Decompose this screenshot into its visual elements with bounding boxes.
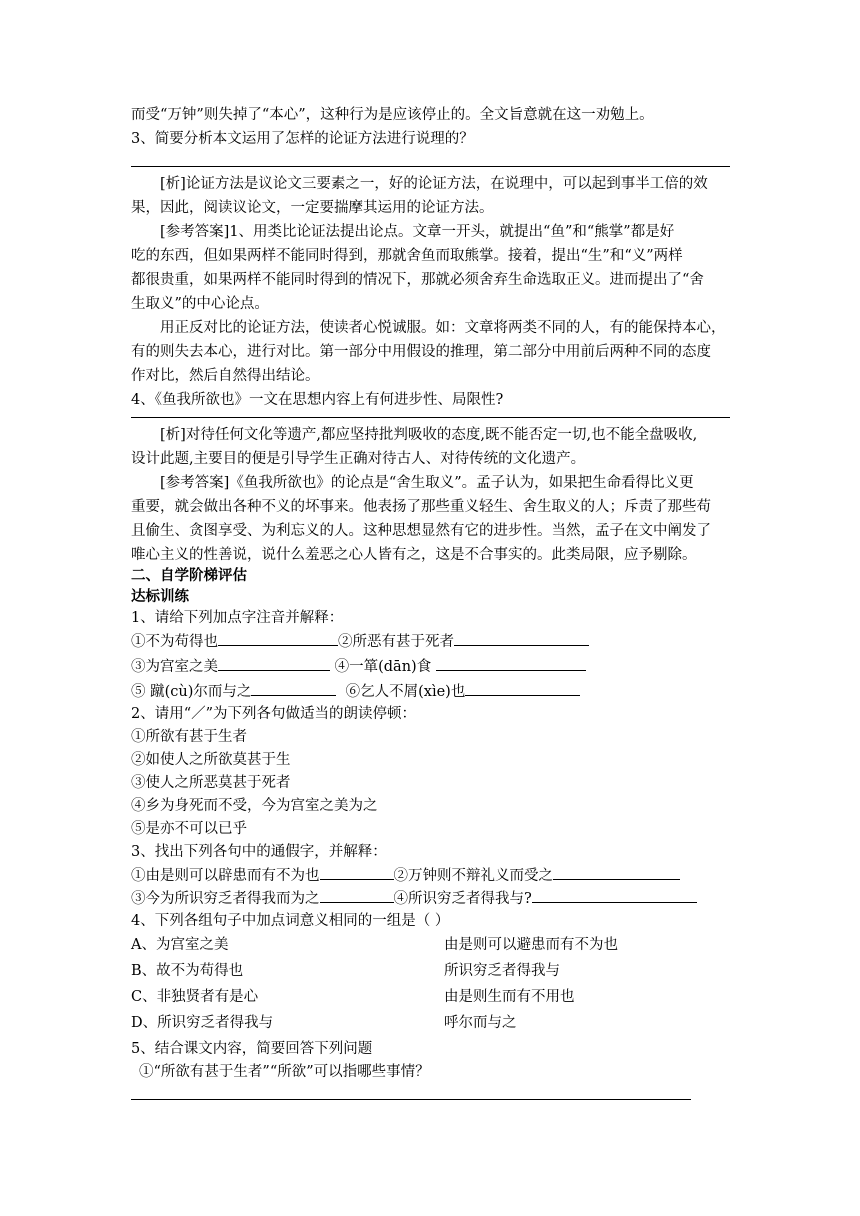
item-label: ④一箪(dān)食 — [334, 659, 432, 675]
fill-blank[interactable] — [532, 888, 697, 903]
answer-text: 有的则失去本心，进行对比。第一部分中用假设的推理，第二部分中用前后两种不同的态度 — [131, 344, 711, 360]
item-label: ③为宫室之美 — [131, 659, 218, 675]
fill-blank[interactable] — [218, 656, 330, 671]
answer-text: 唯心主义的性善说，说什么羞恶之心人皆有之，这是不合事实的。此类局限，应予剔除。 — [131, 547, 697, 563]
fill-blank[interactable] — [251, 681, 336, 696]
option-b-right: 所识穷乏者得我与 — [444, 963, 560, 979]
analysis-text: 设计此题,主要目的便是引导学生正确对待古人、对待传统的文化遗产。 — [131, 451, 586, 467]
question-3: 3、简要分析本文运用了怎样的论证方法进行说理的？ — [131, 131, 474, 147]
fill-blank[interactable] — [465, 681, 580, 696]
answer-text: 用正反对比的论证方法，使读者心悦诚服。如：文章将两类不同的人，有的能保持本心， — [160, 320, 726, 336]
answer-text: 吃的东西，但如果两样不能同时得到，那就舍鱼而取熊掌。接着，提出“生”和“义”两样 — [131, 248, 683, 264]
fill-blank[interactable] — [436, 656, 586, 671]
exercise-5-subquestion: ①“所欲有甚于生者”“所欲”可以指哪些事情？ — [139, 1064, 430, 1080]
analysis-text: [析]论证方法是议论文三要素之一，好的论证方法，在说理中，可以起到事半工倍的效 — [160, 176, 708, 192]
exercise-2-item: ④乡为身死而不受，今为宫室之美为之 — [131, 798, 378, 814]
answer-text: [参考答案]1、用类比论证法提出论点。文章一开头，就提出“鱼”和“熊掌”都是好 — [160, 224, 675, 240]
analysis-text: 果，因此，阅读议论文，一定要揣摩其运用的论证方法。 — [131, 200, 494, 216]
exercise-1-row — [131, 631, 589, 652]
exercise-3-question: 3、找出下列各句中的通假字，并解释： — [131, 844, 387, 860]
fill-blank[interactable] — [218, 631, 338, 646]
answer-text: 都很贵重，如果两样不能同时得到的情况下，那就必须舍弃生命选取正义。进而提出了“舍 — [131, 272, 704, 288]
exercise-4-question: 4、下列各组句子中加点词意义相同的一组是（ ） — [131, 913, 450, 929]
exercise-2-question: 2、请用“／”为下列各句做适当的朗读停顿： — [131, 706, 417, 722]
answer-text: 作对比，然后自然得出结论。 — [131, 368, 320, 384]
section-heading: 二、自学阶梯评估 — [131, 567, 247, 584]
exercise-1-question: 1、请给下列加点字注音并解释： — [131, 610, 344, 626]
option-a-left: A、为宫室之美 — [131, 937, 229, 953]
option-c-right: 由是则生而有不用也 — [444, 989, 575, 1005]
exercise-5-question: 5、结合课文内容，简要回答下列问题 — [131, 1041, 373, 1057]
option-d-left: D、所识穷乏者得我与 — [131, 1015, 274, 1031]
answer-line — [131, 417, 730, 418]
question-4: 4、《鱼我所欲也》一文在思想内容上有何进步性、局限性? — [131, 392, 504, 408]
answer-text: [参考答案]《鱼我所欲也》的论点是“舍生取义”。孟子认为，如果把生命看得比义更 — [160, 475, 694, 491]
option-d-right: 呼尔而与之 — [444, 1015, 517, 1031]
fill-blank[interactable] — [454, 631, 589, 646]
exercise-2-item: ③使人之所恶莫甚于死者 — [131, 775, 291, 791]
subsection-heading: 达标训练 — [131, 588, 189, 605]
item-label: ③今为所识穷乏者得我而为之 — [131, 891, 320, 907]
option-d[interactable] — [131, 1013, 517, 1033]
text-line: 而受“万钟”则失掉了“本心”，这种行为是应该停止的。全文旨意就在这一劝勉上。 — [131, 107, 654, 123]
exercise-1-row — [131, 656, 586, 677]
option-c-left: C、非独贤者有是心 — [131, 989, 259, 1005]
answer-line[interactable] — [131, 1099, 691, 1100]
item-label: ④所识穷乏者得我与? — [393, 891, 532, 907]
item-label: ①不为苟得也 — [131, 634, 218, 650]
exercise-3-row — [131, 888, 697, 909]
answer-text: 重要，就会做出各种不义的坏事来。他表扬了那些重义轻生、舍生取义的人；斥责了那些苟 — [131, 499, 711, 515]
option-a[interactable] — [131, 935, 618, 955]
item-label: ②所恶有甚于死者 — [338, 634, 454, 650]
item-label: ⑤ 蹴(cù)尔而与之 — [131, 684, 252, 700]
item-label: ⑥乞人不屑(xìe)也 — [345, 684, 466, 700]
exercise-2-item: ①所欲有甚于生者 — [131, 729, 247, 745]
answer-line — [131, 166, 730, 167]
item-label: ②万钟则不辩礼义而受之 — [393, 868, 553, 884]
option-a-right: 由是则可以避患而有不为也 — [444, 937, 618, 953]
option-b-left: B、故不为苟得也 — [131, 963, 244, 979]
answer-text: 且偷生、贪图享受、为利忘义的人。这种思想显然有它的进步性。当然，孟子在文中阐发了 — [131, 523, 711, 539]
exercise-2-item: ②如使人之所欲莫甚于生 — [131, 752, 291, 768]
answer-text: 生取义”的中心论点。 — [131, 296, 269, 312]
item-label: ①由是则可以辟患而有不为也 — [131, 868, 320, 884]
exercise-3-row — [131, 865, 680, 886]
option-c[interactable] — [131, 987, 575, 1007]
exercise-2-item: ⑤是亦不可以已乎 — [131, 821, 247, 837]
fill-blank[interactable] — [320, 865, 394, 880]
option-b[interactable] — [131, 961, 560, 981]
fill-blank[interactable] — [320, 888, 394, 903]
analysis-text: [析]对待任何文化等遗产,都应坚持批判吸收的态度,既不能否定一切,也不能全盘吸收, — [160, 427, 698, 443]
fill-blank[interactable] — [553, 865, 680, 880]
exercise-1-row — [131, 681, 580, 702]
